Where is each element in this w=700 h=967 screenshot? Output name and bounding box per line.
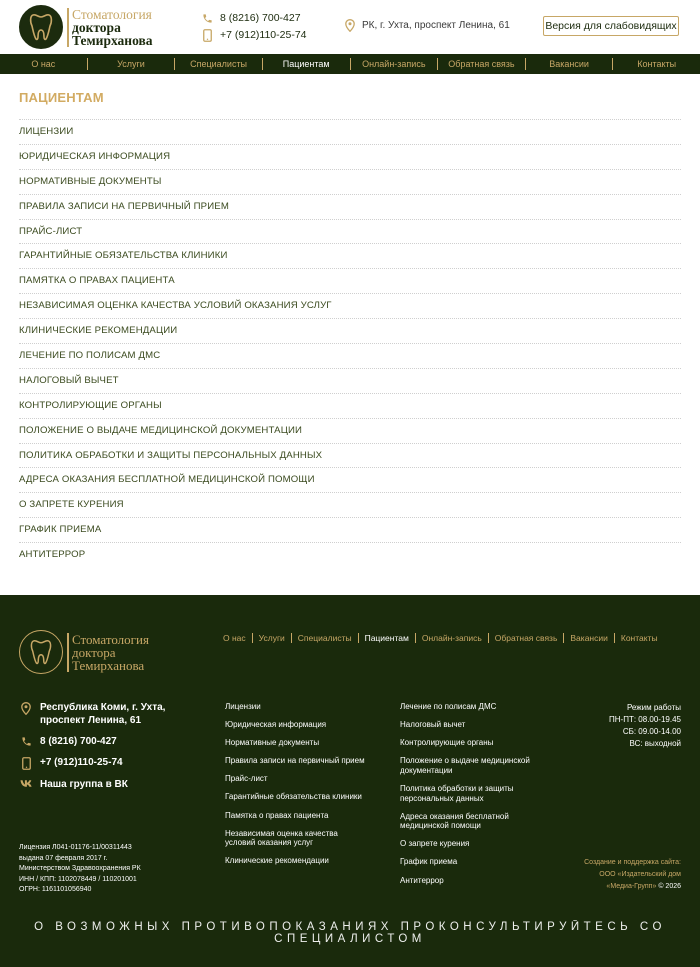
credit-company-link[interactable]: «Медиа-Групп»	[606, 883, 657, 890]
footer-link-item[interactable]: Юридическая информация	[225, 720, 327, 730]
patients-link-item[interactable]: ЛИЦЕНЗИИ	[19, 119, 681, 144]
footer-license	[19, 843, 141, 896]
footer-address-text	[40, 701, 165, 727]
footer-link-item[interactable]: Налоговый вычет	[400, 720, 466, 730]
site-logo[interactable]	[19, 5, 153, 49]
footer-phone-2[interactable]	[19, 756, 165, 770]
footer-nav-item[interactable]: Обратная связь	[488, 633, 564, 643]
footer-vk-text[interactable]: Наша группа в ВК	[40, 779, 128, 790]
hours-sunday: ВС: выходной	[629, 739, 681, 748]
nav-item-specialists[interactable]: Специалисты	[174, 58, 262, 70]
patients-link-item[interactable]: КОНТРОЛИРУЮЩИЕ ОРГАНЫ	[19, 393, 681, 418]
hours-weekdays: ПН-ПТ: 08.00-19.45	[609, 715, 681, 724]
patients-link-item[interactable]: НОРМАТИВНЫЕ ДОКУМЕНТЫ	[19, 169, 681, 194]
footer-link-item[interactable]: Политика обработки и защиты персональных данных	[400, 783, 514, 803]
credit-line3	[584, 881, 681, 893]
patients-link-item[interactable]: ГАРАНТИЙНЫЕ ОБЯЗАТЕЛЬСТВА КЛИНИКИ	[19, 243, 681, 268]
patients-link-item[interactable]: ГРАФИК ПРИЕМА	[19, 517, 681, 542]
location-pin-icon	[19, 701, 33, 715]
footer-link-item[interactable]: Контролирующие органы	[400, 738, 494, 748]
patients-link-item[interactable]: НАЛОГОВЫЙ ВЫЧЕТ	[19, 368, 681, 393]
footer-credit	[584, 857, 681, 893]
credit-year: © 2026	[656, 883, 681, 890]
page-title: ПАЦИЕНТАМ	[19, 90, 104, 105]
footer-nav-item[interactable]: Пациентам	[358, 633, 415, 643]
license-line: Министерством Здравоохранения РК	[19, 865, 141, 872]
footer-nav-item[interactable]: Услуги	[252, 633, 291, 643]
footer-vk-link[interactable]	[19, 778, 165, 791]
footer-links-column-2	[400, 702, 550, 894]
license-line: выдана 07 февраля 2017 г.	[19, 854, 108, 862]
location-pin-icon	[345, 19, 355, 32]
license-line: Лицензия Л041-01176-11/00311443	[19, 844, 132, 851]
logo-line2: доктора	[72, 19, 121, 35]
footer-address-line1: Республика Коми, г. Ухта,	[40, 702, 166, 713]
credit-line2[interactable]: ООО «Издательский дом	[599, 871, 681, 878]
footer-logo-line1: Стоматология	[72, 631, 149, 647]
footer-contacts	[19, 701, 165, 799]
footer-phone-1[interactable]	[19, 735, 165, 748]
patients-links-list	[19, 119, 681, 567]
license-line: ИНН / КПП: 1102078449 / 110201001	[19, 875, 137, 883]
footer-link-item[interactable]: График приема	[400, 857, 458, 867]
logo-text	[67, 8, 153, 47]
footer-nav	[217, 633, 664, 643]
nav-item-contacts[interactable]: Контакты	[612, 58, 700, 70]
footer-address-line2: проспект Ленина, 61	[40, 715, 142, 726]
site-header	[0, 0, 700, 54]
main-nav	[0, 54, 700, 74]
footer-link-item[interactable]: Антитеррор	[400, 875, 444, 885]
patients-link-item[interactable]: О ЗАПРЕТЕ КУРЕНИЯ	[19, 492, 681, 517]
nav-item-patients[interactable]: Пациентам	[262, 58, 350, 70]
logo-line1: Стоматология	[72, 6, 152, 22]
footer-link-item[interactable]: Положение о выдаче медицинской документации	[400, 756, 530, 775]
patients-link-item[interactable]: АНТИТЕРРОР	[19, 542, 681, 567]
contraindications-warning: О ВОЗМОЖНЫХ ПРОТИВОПОКАЗАНИЯХ ПРОКОНСУЛЬТИРУЙТЕСЬ СО СПЕЦИАЛИСТОМ	[34, 921, 666, 945]
logo-line3: Темирханова	[72, 32, 153, 48]
footer-link-item[interactable]: Гарантийные обязательства клиники	[225, 792, 362, 802]
footer-link-item[interactable]: Клинические рекомендации	[225, 856, 329, 866]
phone-icon	[19, 735, 33, 747]
footer-nav-item[interactable]: Вакансии	[563, 633, 613, 643]
accessibility-version-button[interactable]: Версия для слабовидящих	[543, 16, 679, 36]
footer-link-item[interactable]: Нормативные документы	[225, 738, 320, 748]
site-footer	[0, 595, 700, 967]
footer-links-column-1	[225, 702, 365, 874]
footer-address	[19, 701, 165, 727]
footer-link-item[interactable]: Правила записи на первичный прием	[225, 756, 365, 766]
footer-nav-item[interactable]: Контакты	[614, 633, 664, 643]
footer-nav-item[interactable]: Специалисты	[291, 633, 358, 643]
tooth-icon	[19, 5, 63, 49]
footer-hours	[609, 702, 681, 750]
header-address	[345, 19, 510, 32]
mobile-icon	[199, 29, 215, 42]
patients-link-item[interactable]: ЮРИДИЧЕСКАЯ ИНФОРМАЦИЯ	[19, 144, 681, 169]
phone-row-1[interactable]	[199, 10, 307, 26]
vk-icon	[19, 778, 33, 788]
footer-logo-line2: доктора	[72, 644, 116, 660]
phone-number-2[interactable]: +7 (912)110-25-74	[220, 29, 307, 41]
hours-title: Режим работы	[626, 703, 681, 712]
patients-link-item[interactable]: НЕЗАВИСИМАЯ ОЦЕНКА КАЧЕСТВА УСЛОВИЙ ОКАЗАНИЯ УСЛУГ	[19, 293, 681, 318]
footer-logo[interactable]	[19, 630, 149, 674]
footer-link-item[interactable]: Лечение по полисам ДМС	[400, 702, 497, 711]
footer-link-item[interactable]: Лицензии	[225, 702, 261, 711]
patients-link-item[interactable]: ПРАЙС-ЛИСТ	[19, 219, 681, 244]
nav-item-about[interactable]: О нас	[31, 59, 56, 69]
footer-link-item[interactable]: О запрете курения	[400, 839, 470, 849]
footer-phone-1-text[interactable]: 8 (8216) 700-427	[40, 736, 117, 747]
footer-nav-item[interactable]: О нас	[223, 633, 246, 643]
patients-link-item[interactable]: ПАМЯТКА О ПРАВАХ ПАЦИЕНТА	[19, 268, 681, 293]
nav-item-feedback[interactable]: Обратная связь	[437, 58, 525, 70]
address-text: РК, г. Ухта, проспект Ленина, 61	[362, 20, 510, 31]
mobile-icon	[19, 756, 33, 770]
footer-link-item[interactable]: Памятка о правах пациента	[225, 810, 329, 820]
footer-link-item[interactable]: Прайс-лист	[225, 774, 268, 784]
nav-item-online-booking[interactable]: Онлайн-запись	[350, 58, 438, 70]
patients-link-item[interactable]: АДРЕСА ОКАЗАНИЯ БЕСПЛАТНОЙ МЕДИЦИНСКОЙ ПОМОЩИ	[19, 467, 681, 492]
phone-number-1[interactable]: 8 (8216) 700-427	[220, 12, 301, 24]
tooth-icon	[19, 630, 63, 674]
license-line: ОГРН: 1161101056940	[19, 886, 92, 893]
footer-link-item[interactable]: Независимая оценка качества условий оказания услуг	[225, 828, 338, 848]
footer-nav-item[interactable]: Онлайн-запись	[415, 633, 488, 643]
footer-logo-text	[67, 633, 149, 672]
patients-link-item[interactable]: ПОЛИТИКА ОБРАБОТКИ И ЗАЩИТЫ ПЕРСОНАЛЬНЫХ ДАННЫХ	[19, 443, 681, 468]
patients-link-item[interactable]: КЛИНИЧЕСКИЕ РЕКОМЕНДАЦИИ	[19, 318, 681, 343]
nav-item-vacancies[interactable]: Вакансии	[525, 58, 613, 70]
credit-line1: Создание и поддержка сайта:	[584, 859, 681, 866]
patients-link-item[interactable]: ПРАВИЛА ЗАПИСИ НА ПЕРВИЧНЫЙ ПРИЕМ	[19, 194, 681, 219]
phone-row-2[interactable]	[199, 27, 307, 43]
footer-phone-2-text[interactable]: +7 (912)110-25-74	[40, 757, 123, 768]
hours-saturday: СБ: 09.00-14.00	[622, 727, 681, 736]
nav-item-services[interactable]: Услуги	[87, 58, 175, 70]
patients-link-item[interactable]: ЛЕЧЕНИЕ ПО ПОЛИСАМ ДМС	[19, 343, 681, 368]
phone-icon	[199, 13, 215, 24]
footer-logo-line3: Темирханова	[72, 657, 145, 673]
footer-link-item[interactable]: Адреса оказания бесплатной медицинской помощи	[400, 811, 509, 831]
header-phones	[199, 10, 307, 44]
patients-link-item[interactable]: ПОЛОЖЕНИЕ О ВЫДАЧЕ МЕДИЦИНСКОЙ ДОКУМЕНТАЦИИ	[19, 418, 681, 443]
